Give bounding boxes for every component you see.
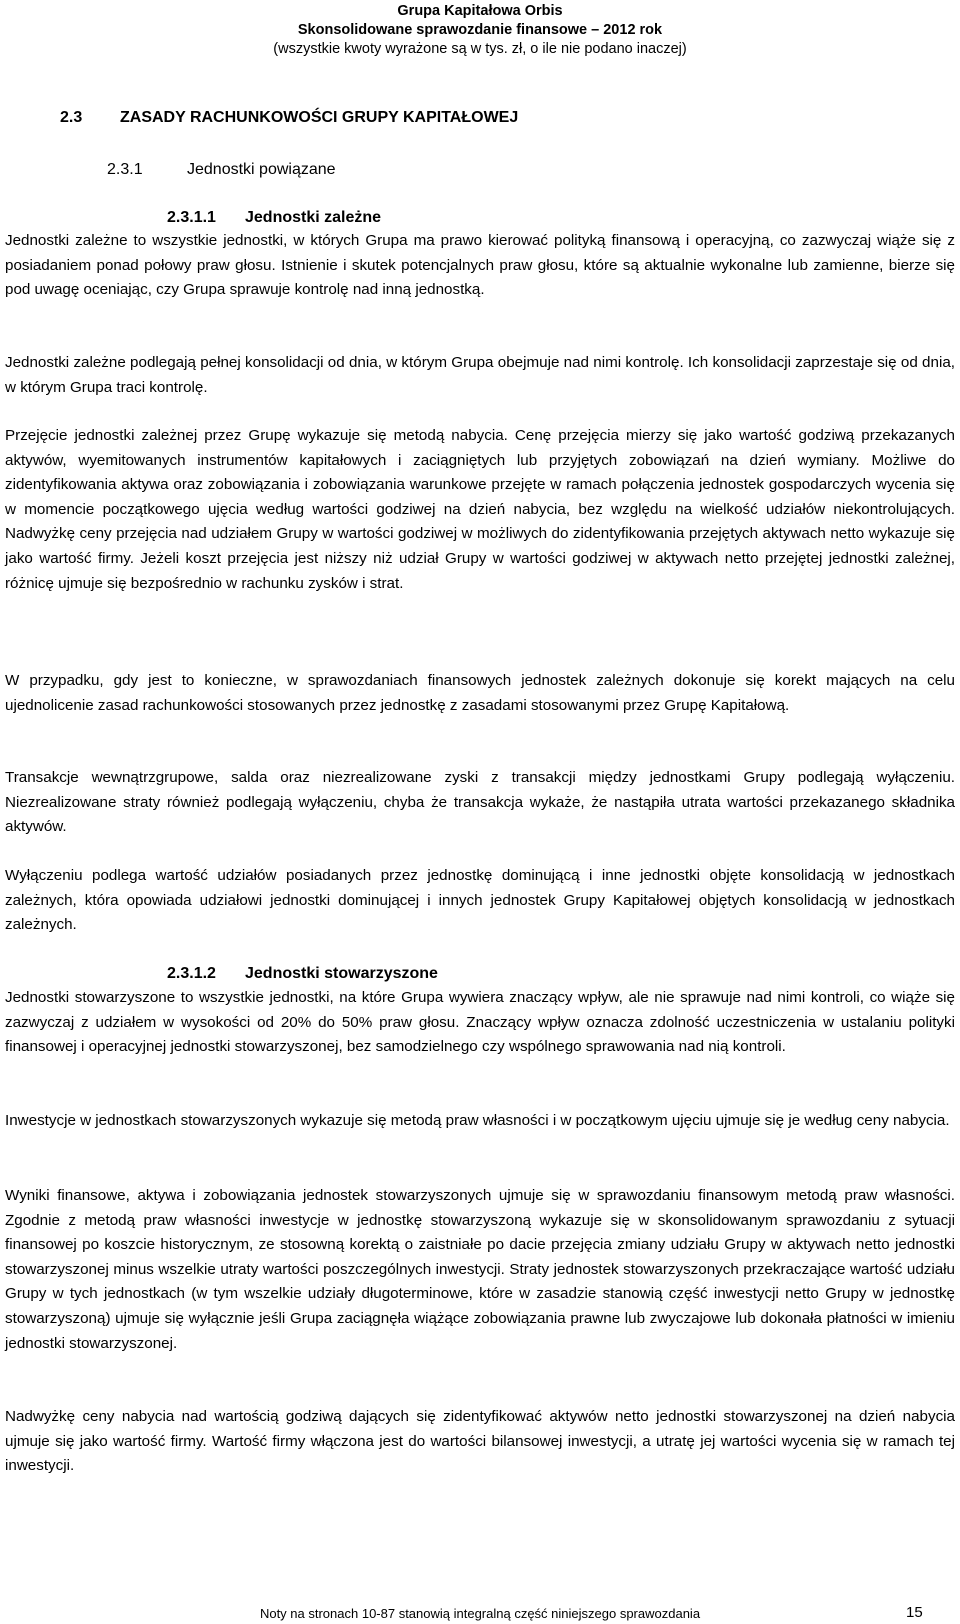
paragraph: Wyniki finansowe, aktywa i zobowiązania jednostek stowarzyszonych ujmuje się w sprawozdaniu finansowym metodą praw własności. Zgodnie z metodą praw własności inwestycje w jednostkę stowarzyszoną wykazuje się w skonsolidowanym sprawozdaniu z sytuacji finansowej po koszcie historycznym, ze stosowną korektą o zaistniałe po dacie przejęcia zmiany udziału Grupy w aktywach netto jednostki stowarzyszonej minus wszelkie utraty wartości poszczególnych inwestycji. Straty jednostek stowarzyszonych przekraczające wartość udziału Grupy w tych jednostkach (w tym wszelkie udziały długoterminowe, które w zasadzie stanowią część inwestycji netto Grupy w jednostkę stowarzyszoną) ujmuje się wyłącznie jeśli Grupa zaciągnęła wiążące zobowiązania prawne lub zwyczajowe lub dokonała płatności w imieniu jednostki stowarzyszonej.	[5, 1187, 955, 1352]
section-heading-2-3-1-1	[167, 208, 381, 228]
paragraph: Wyłączeniu podlega wartość udziałów posiadanych przez jednostkę dominującą i inne jednostki objęte konsolidacją w jednostkach zależnych, która opowiada udziałowi jednostki dominującej i innych jednostek Grupy Kapitałowej objętych konsolidacją w jednostkach zależnych.	[5, 867, 955, 934]
page-number: 15	[906, 1604, 923, 1621]
paragraph: Jednostki stowarzyszone to wszystkie jednostki, na które Grupa wywiera znaczący wpływ, ale nie sprawuje nad nimi kontroli, co wiąże się zazwyczaj z udziałem w wysokości od 20% do 50% praw głosu. Znaczący wpływ oznacza zdolność uczestniczenia w ustalaniu polityki finansowej i operacyjnej jednostki stowarzyszonej, bez samodzielnego czy wspólnego sprawowania nad nią kontroli.	[5, 989, 955, 1056]
footer-note: Noty na stronach 10-87 stanowią integralną część niniejszego sprawozdania	[259, 1606, 701, 1621]
header-currency-note: (wszystkie kwoty wyrażone są w tys. zł, o ile nie podano inaczej)	[273, 41, 687, 57]
section-title: Jednostki zależne	[245, 209, 382, 226]
section-heading-2-3	[60, 108, 518, 128]
paragraph: Przejęcie jednostki zależnej przez Grupę wykazuje się metodą nabycia. Cenę przejęcia mierzy się jako wartość godziwą przekazanych aktywów, wyemitowanych instrumentów kapitałowych i zaciągniętych lub przyjętych zobowiązań na dzień wymiany. Możliwe do zidentyfikowania aktywa oraz zobowiązania i zobowiązania warunkowe przejęte w ramach połączenia jednostek gospodarczych wycenia się w momencie początkowego ujęcia według wartości godziwej na dzień nabycia, bez względu na wielkość udziałów niekontrolujących. Nadwyżkę ceny przejęcia nad udziałem Grupy w wartości godziwej w możliwych do zidentyfikowania przejętych aktywach netto wykazuje się jako wartość firmy. Jeżeli koszt przejęcia jest niższy niż udział Grupy w wartości godziwej w aktywach netto przejętej jednostki zależnej, różnicę ujmuje się bezpośrednio w rachunku zysków i strat.	[5, 427, 955, 592]
paragraph: Inwestycje w jednostkach stowarzyszonych wykazuje się metodą praw własności i w początkowym ujęciu ujmuje się je według ceny nabycia.	[5, 1112, 950, 1129]
paragraph: Jednostki zależne podlegają pełnej konsolidacji od dnia, w którym Grupa obejmuje nad nimi kontrolę. Ich konsolidacji zaprzestaje się od dnia, w którym Grupa traci kontrolę.	[5, 354, 955, 396]
section-title: Jednostki stowarzyszone	[245, 965, 438, 982]
section-number: 2.3.1.1	[167, 209, 216, 226]
document-header	[0, 2, 960, 59]
section-heading-2-3-1	[107, 160, 336, 180]
section-number: 2.3	[60, 109, 83, 126]
section-heading-2-3-1-2	[167, 964, 438, 984]
paragraph: Nadwyżkę ceny nabycia nad wartością godziwą dających się zidentyfikować aktywów netto jednostki stowarzyszonej na dzień nabycia ujmuje się jako wartość firmy. Wartość firmy włączona jest do wartości bilansowej inwestycji, a utratę jej wartości wycenia się w ramach tej inwestycji.	[5, 1408, 955, 1475]
header-company-name: Grupa Kapitałowa Orbis	[397, 3, 563, 19]
paragraph: W przypadku, gdy jest to konieczne, w sprawozdaniach finansowych jednostek zależnych dokonuje się korekt mających na celu ujednolicenie zasad rachunkowości stosowanych przez jednostkę z zasadami stosowanymi przez Grupę Kapitałową.	[5, 672, 955, 714]
section-title: ZASADY RACHUNKOWOŚCI GRUPY KAPITAŁOWEJ	[120, 109, 519, 126]
paragraph: Jednostki zależne to wszystkie jednostki, w których Grupa ma prawo kierować polityką finansową i operacyjną, co zazwyczaj wiąże się z posiadaniem ponad połowy praw głosu. Istnienie i skutek potencjalnych praw głosu, które są aktualnie wykonalne lub zamienne, bierze się pod uwagę oceniając, czy Grupa sprawuje kontrolę nad inną jednostką.	[5, 232, 955, 299]
section-number: 2.3.1.2	[167, 965, 216, 982]
header-report-title: Skonsolidowane sprawozdanie finansowe – 2012 rok	[297, 22, 663, 38]
section-number: 2.3.1	[107, 161, 143, 178]
section-title: Jednostki powiązane	[187, 161, 336, 178]
paragraph: Transakcje wewnątrzgrupowe, salda oraz niezrealizowane zyski z transakcji między jednostkami Grupy podlegają wyłączeniu. Niezrealizowane straty również podlegają wyłączeniu, chyba że transakcja wykaże, że nastąpiła utrata wartości przekazanego składnika aktywów.	[5, 769, 955, 836]
